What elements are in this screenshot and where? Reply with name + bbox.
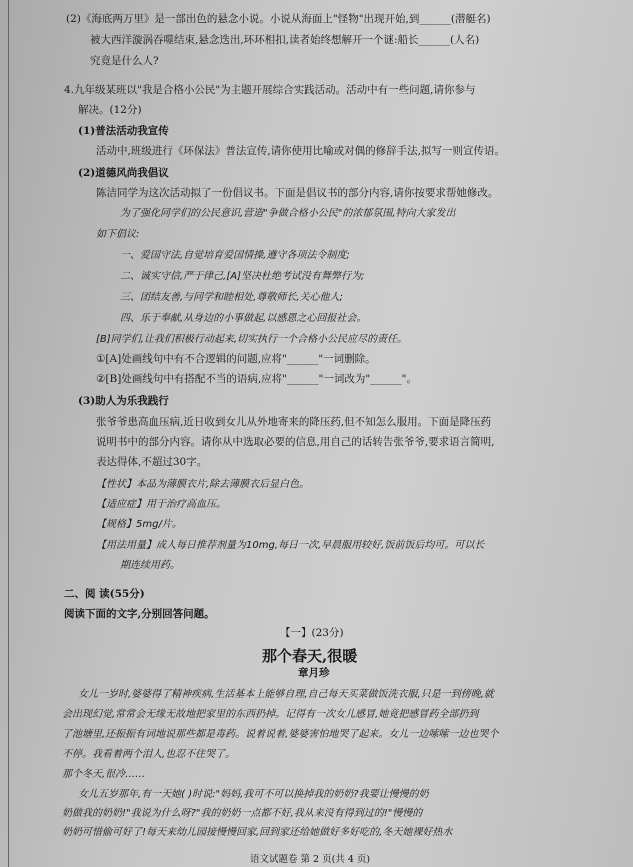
proposal-item-3: 三、团结友善,与同学和睦相处,尊敬师长,关心他人; <box>120 292 343 303</box>
section2-heading: 二、阅 读(55分) <box>64 588 145 600</box>
q4-2-sub2: ②[B]处画线句中有搭配不当的语病,应将"______"一词改为"______"。 <box>96 373 417 385</box>
para3-line3: 奶奶可惜偷可好了!每天来幼儿园接慢慢回家,回到家还给她做好多好吃的,冬天她裸好热水 <box>62 827 453 838</box>
q4-2-heading: (2)道德风尚我倡议 <box>78 167 169 179</box>
para2: 那个冬天,很冷…… <box>62 769 146 780</box>
para3-line1: 女儿五岁那年,有一天她( )时说:"妈妈,我可不可以换掉我的奶奶?我要让慢慢的奶 <box>78 789 429 800</box>
q4-stem-line2: 解决。(12分) <box>78 104 142 116</box>
q4-1-text: 活动中,班级进行《环保法》普法宣传,请你使用比喻或对偶的修辞手法,拟写一则宣传语。 <box>96 145 506 157</box>
passage1-label: 【一】(23分) <box>280 627 344 639</box>
page-binding-edge <box>8 0 9 867</box>
section2-instruction: 阅读下面的文字,分别回答问题。 <box>64 608 215 620</box>
proposal-item-2: 二、诚实守信,严于律己,[A]坚决杜绝考试没有舞弊行为; <box>120 271 365 282</box>
q4-3-heading: (3)助人为乐我践行 <box>78 395 169 407</box>
q4-3-text2: 说明书中的部分内容。请你从中选取必要的信息,用自己的话转告张爷爷,要求语言简明, <box>96 436 495 448</box>
para1-line1: 女儿一岁时,婆婆得了精神疾病,生活基本上能够自理,自己每天买菜做饭洗衣服,只是一到傍晚,就 <box>78 689 494 700</box>
label-dosage: 【用法用量】成人每日推荐剂量为10mg,每日一次,早晨服用较好,饭前饭后均可。可以长 <box>96 540 485 551</box>
para1-line3: 了池塘里,还振振有词地说那些都是毒药。说着说着,婆婆害怕地哭了起来。女儿一边嗦嗦一边也哭个 <box>62 729 499 740</box>
proposal-intro: 为了强化同学们的公民意识,营造"争做合格小公民"的浓郁氛围,特向大家发出 <box>120 208 456 219</box>
q3-2-line1: (2)《海底两万里》是一部出色的悬念小说。小说从海面上"怪物"出现开始,到______(潜艇名) <box>66 13 491 25</box>
para1-line2: 会出现幻觉,常常会无缘无故地把家里的东西扔掉。记得有一次女儿感冒,她竟把感冒药全部扔到 <box>62 709 479 720</box>
page-footer: 语文试题卷 第 2 页(共 4 页) <box>250 854 371 865</box>
q4-2-sub1: ①[A]处画线句中有不合逻辑的问题,应将"______"一词删除。 <box>96 353 376 365</box>
proposal-closing: [B]同学们,让我们积极行动起来,切实执行一个合格小公民应尽的责任。 <box>96 334 408 345</box>
q4-3-text3: 表达得体,不超过30字。 <box>96 456 208 468</box>
para3-line2: 奶做我的奶奶!"我说为什么呀?"我的奶奶一点都不好,我从来没有得到过的!"慢慢的 <box>62 808 423 819</box>
label-appearance: 【性状】本品为薄膜衣片,除去薄膜衣后显白色。 <box>96 479 310 490</box>
q3-2-line2: 被大西洋漩涡吞噬结束,悬念迭出,环环相扣,读者始终想解开一个谜:船长______(人名) <box>90 34 480 46</box>
para1-line4: 不停。我看着两个泪人,也忍不住哭了。 <box>62 749 236 760</box>
proposal-item-4: 四、乐于奉献,从身边的小事做起,以感恩之心回报社会。 <box>120 313 367 324</box>
passage-title: 那个春天,很暖 <box>262 647 358 665</box>
q4-3-text1: 张爷爷患高血压病,近日收到女儿从外地寄来的降压药,但不知怎么服用。下面是降压药 <box>96 416 492 428</box>
q4-2-text: 陈洁同学为这次活动拟了一份倡议书。下面是倡议书的部分内容,请你按要求帮她修改。 <box>96 187 499 199</box>
passage-author: 章月珍 <box>298 667 330 679</box>
q4-1-heading: (1)普法活动我宣传 <box>78 125 169 137</box>
proposal-lead: 如下倡议: <box>96 229 140 240</box>
q3-2-line3: 究竟是什么人? <box>90 55 159 67</box>
label-indication: 【适应症】用于治疗高血压。 <box>96 499 226 510</box>
label-dosage-cont: 期连续用药。 <box>120 560 180 571</box>
proposal-item-1: 一、爱国守法,自觉培育爱国情操,遵守各项法令制度; <box>120 250 350 261</box>
q4-stem-line1: 4.九年级某班以"我是合格小公民"为主题开展综合实践活动。活动中有一些问题,请你参与 <box>64 84 476 96</box>
label-spec: 【规格】5mg/片。 <box>96 519 182 530</box>
